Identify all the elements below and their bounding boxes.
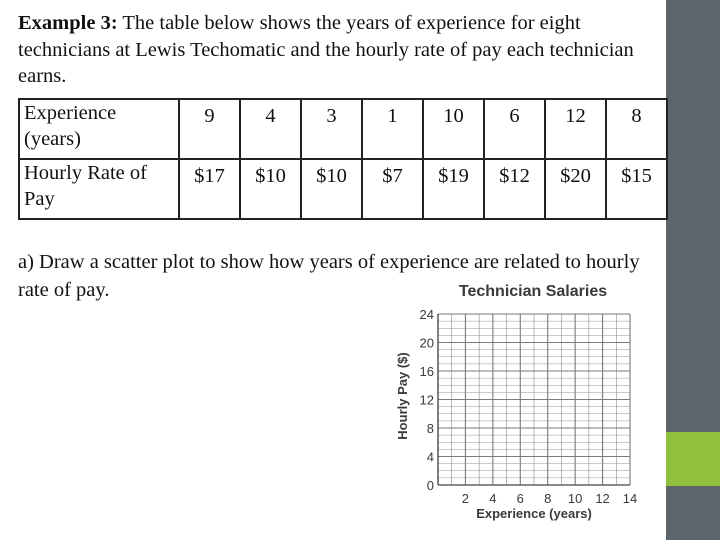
chart-title: Technician Salaries — [458, 283, 608, 300]
experience-cell: 8 — [606, 99, 667, 159]
data-table — [18, 98, 668, 220]
pay-cell: $17 — [179, 159, 240, 219]
experience-cell: 6 — [484, 99, 545, 159]
y-tick-label: 4 — [426, 449, 434, 465]
experience-cell: 3 — [301, 99, 362, 159]
experience-cell: 4 — [240, 99, 301, 159]
pay-cell: $7 — [362, 159, 423, 219]
pay-cell: $19 — [423, 159, 484, 219]
experience-row — [19, 99, 667, 159]
experience-cell: 9 — [179, 99, 240, 159]
x-tick-label: 2 — [461, 491, 470, 506]
y-tick-label: 12 — [419, 392, 434, 408]
x-tick-label: 6 — [516, 491, 524, 506]
x-tick-label: 12 — [595, 491, 610, 506]
x-tick-label: 14 — [622, 491, 638, 506]
pay-cell: $15 — [606, 159, 667, 219]
x-tick-label: 8 — [544, 491, 552, 506]
intro-text: The table below shows the years of experience for eight technicians at Lewis Techomatic and the hourly rate of pay each technician earns. — [18, 12, 634, 87]
pay-cell: $12 — [484, 159, 545, 219]
sidebar-accent-block — [666, 432, 720, 486]
scatter-chart — [388, 278, 640, 524]
example-label: Example 3: — [18, 12, 118, 34]
origin-label: 0 — [426, 478, 434, 493]
y-tick-label: 8 — [426, 421, 434, 436]
y-tick-label: 24 — [419, 307, 434, 322]
pay-cell: $10 — [301, 159, 362, 219]
pay-cell: $10 — [240, 159, 301, 219]
pay-cell: $20 — [545, 159, 606, 219]
y-tick-label: 16 — [419, 364, 434, 379]
x-tick-label: 10 — [567, 491, 583, 506]
y-axis-label: Hourly Pay ($) — [395, 352, 410, 440]
experience-cell: 10 — [423, 99, 484, 159]
experience-cell: 12 — [545, 99, 606, 159]
intro-paragraph — [18, 10, 658, 90]
question-text: a) Draw a scatter plot to show how years of experience are related to hourly rate of pay. — [18, 251, 640, 301]
pay-row — [19, 159, 667, 219]
y-tick-label: 20 — [419, 335, 434, 351]
experience-header: Experience (years) — [19, 99, 179, 159]
experience-cell: 1 — [362, 99, 423, 159]
chart-svg — [388, 278, 640, 524]
x-axis-label: Experience (years) — [476, 506, 592, 521]
x-tick-label: 4 — [489, 491, 497, 506]
pay-header: Hourly Rate of Pay — [19, 159, 179, 219]
